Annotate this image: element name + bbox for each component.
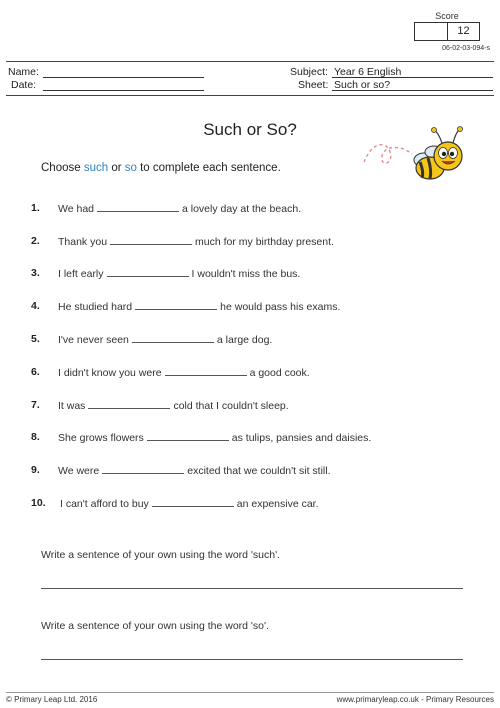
sheet-label: Sheet: [298,79,329,91]
question-number: 4. [31,300,40,312]
question-row [0,366,500,382]
question-text-after: much for my birthday present. [195,236,334,248]
question-row [0,300,500,316]
footer-copyright: © Primary Leap Ltd. 2016 [6,695,98,704]
question-text-before: Thank you [58,236,108,248]
instructions-before: Choose [41,162,84,174]
instructions [41,162,281,174]
sheet-value: Such or so? [334,79,391,91]
question-text-after: I wouldn't miss the bus. [191,268,301,280]
question-text-after: as tulips, pansies and daisies. [231,432,372,444]
sheet-code: 06-02-03-094-s [442,45,490,52]
question-text-after: a good cook. [249,367,310,379]
question-text-before: She grows flowers [58,432,144,444]
question-text-after: a lovely day at the beach. [182,203,302,215]
question-row [0,333,500,349]
name-label: Name: [8,66,39,78]
answer-blank[interactable] [102,464,184,474]
answer-blank[interactable] [132,333,214,343]
question-number: 9. [31,464,40,476]
highlight-such: such [83,162,109,174]
question-number: 1. [31,202,40,214]
answer-blank[interactable] [110,235,192,245]
question-row [0,464,500,480]
question-text-before: I didn't know you were [58,367,162,379]
question-number: 6. [31,366,40,378]
question-text-before: It was [58,400,86,412]
instructions-middle: or [108,162,125,174]
date-field[interactable] [43,90,204,91]
score-label: Score [435,11,459,21]
answer-blank[interactable] [147,431,229,441]
footer-rule [6,692,494,693]
answer-blank[interactable] [107,267,189,277]
question-number: 10. [31,497,46,509]
answer-blank[interactable] [165,366,247,376]
name-field[interactable] [43,77,204,78]
question-text-before: We had [58,203,94,215]
footer-website-link[interactable]: www.primaryleap.co.uk - Primary Resources [336,695,494,704]
highlight-so: so [124,162,137,174]
answer-blank[interactable] [88,399,170,409]
subject-value: Year 6 English [334,66,402,78]
page-title: Such or So? [203,120,297,139]
instructions-after: to complete each sentence. [136,162,281,174]
question-number: 3. [31,267,40,279]
question-row [0,431,500,447]
answer-blank[interactable] [97,202,179,212]
question-text-before: I've never seen [58,334,129,346]
subject-line [332,77,493,78]
prompt-such: Write a sentence of your own using the word 'such'. [41,549,281,561]
answer-blank[interactable] [152,497,234,507]
sheet-line [332,90,493,91]
question-number: 2. [31,235,40,247]
subject-label: Subject: [290,66,328,78]
answer-line-such[interactable] [41,588,463,589]
question-text-after: he would pass his exams. [220,301,341,313]
question-text-after: excited that we couldn't sit still. [187,465,331,477]
question-text-before: I left early [58,268,104,280]
question-number: 7. [31,399,40,411]
bee-illustration-icon [360,122,472,190]
header-rule-bottom [6,95,494,96]
question-text-before: We were [58,465,100,477]
question-text-before: He studied hard [58,301,133,313]
score-empty-box [414,22,448,41]
question-row [0,267,500,283]
score-value: 12 [447,22,480,41]
question-text-after: an expensive car. [236,498,319,510]
question-text-after: cold that I couldn't sleep. [173,400,289,412]
question-number: 8. [31,431,40,443]
question-number: 5. [31,333,40,345]
header-rule-top [6,61,494,62]
prompt-so: Write a sentence of your own using the word 'so'. [41,620,269,632]
question-row [0,497,500,513]
question-row [0,399,500,415]
question-text-after: a large dog. [216,334,273,346]
question-row [0,202,500,218]
question-text-before: I can't afford to buy [60,498,149,510]
answer-blank[interactable] [135,300,217,310]
answer-line-so[interactable] [41,659,463,660]
question-row [0,235,500,251]
date-label: Date: [11,79,37,91]
